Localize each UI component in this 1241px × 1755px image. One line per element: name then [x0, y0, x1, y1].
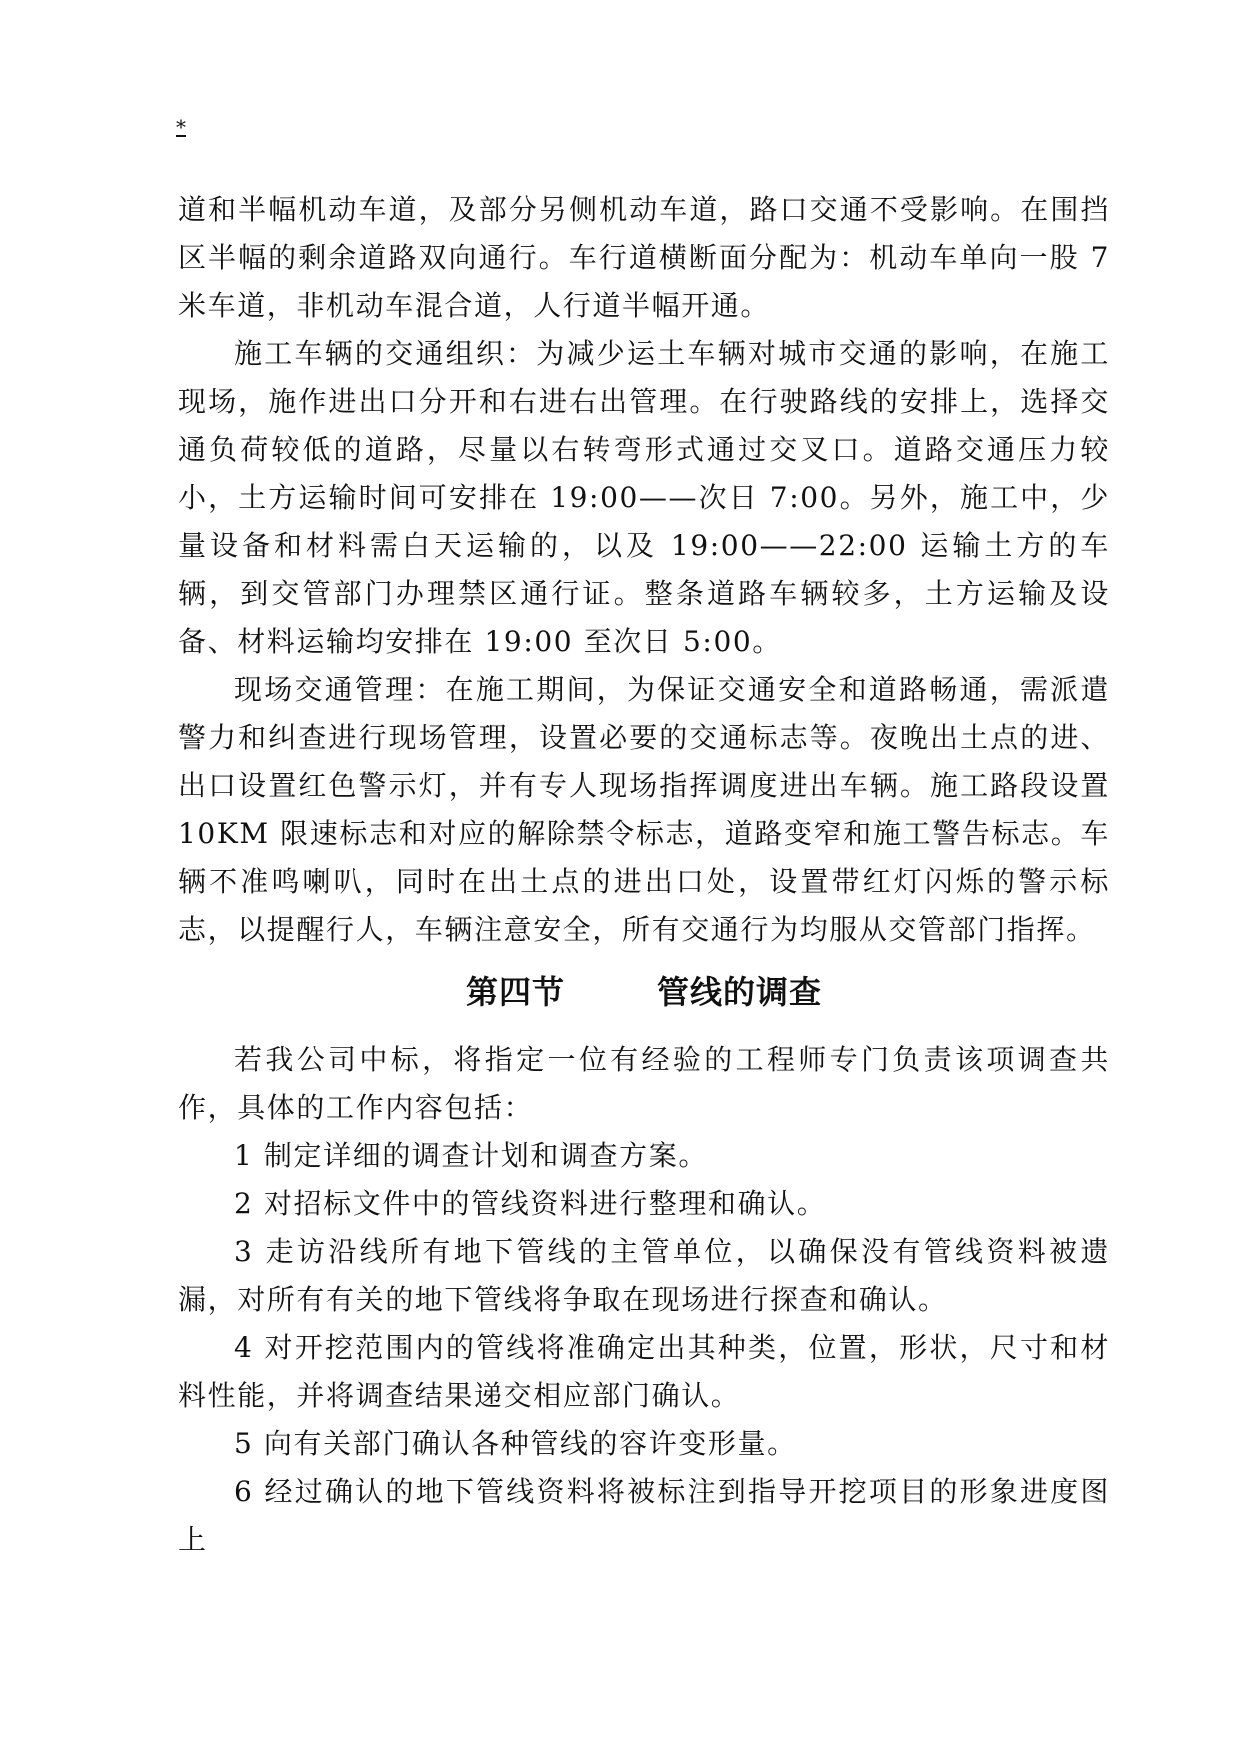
paragraph-site-traffic-management: 现场交通管理：在施工期间，为保证交通安全和道路畅通，需派遣警力和纠查进行现场管理，设置必要的交通标志等。夜晚出土点的进、出口设置红色警示灯，并有专人现场指挥调度进出车辆。施工路段设置 10KM 限速标志和对应的解除禁令标志，道路变窄和施工警告标志。车辆不准鸣喇叭，同时在出土点的进出口处，设置带红灯闪烁的警示标志，以提醒行人，车辆注意安全，所有交通行为均服从交管部门指挥。	[178, 673, 1110, 946]
section-title: 管线的调查	[657, 973, 823, 1011]
paragraph-construction-vehicles: 施工车辆的交通组织：为减少运土车辆对城市交通的影响，在施工现场，施作进出口分开和右进右出管理。在行驶路线的安排上，选择交通负荷较低的道路，尽量以右转弯形式通过交叉口。道路交通压力较小，土方运输时间可安排在 19:00——次日 7:00。另外，施工中，少量设备和材料需白天运输的，以及 19:00——22:00 运输土方的车辆，到交管部门办理禁区通行证。整条道路车辆较多，土方运输及设备、材料运输均安排在 19:00 至次日 5:00。	[178, 337, 1110, 658]
section-number: 第四节	[465, 973, 565, 1011]
page-mark: *	[176, 115, 186, 139]
paragraph-traffic-lanes: 道和半幅机动车道，及部分另侧机动车道，路口交通不受影响。在围挡区半幅的剩余道路双向通行。车行道横断面分配为：机动车单向一股 7 米车道，非机动车混合道，人行道半幅开通。	[178, 193, 1110, 322]
document-body	[178, 186, 1110, 1564]
paragraph-intro: 若我公司中标，将指定一位有经验的工程师专门负责该项调查共作，具体的工作内容包括：	[178, 1043, 1110, 1124]
list-item: 1 制定详细的调查计划和调查方案。	[234, 1139, 708, 1172]
list-item: 4 对开挖范围内的管线将准确定出其种类，位置，形状，尺寸和材料性能，并将调查结果递交相应部门确认。	[178, 1331, 1110, 1412]
list-item: 2 对招标文件中的管线资料进行整理和确认。	[234, 1187, 827, 1220]
list-item: 3 走访沿线所有地下管线的主管单位，以确保没有管线资料被遗漏，对所有有关的地下管线将争取在现场进行探查和确认。	[178, 1235, 1110, 1316]
list-item: 5 向有关部门确认各种管线的容许变形量。	[234, 1427, 797, 1460]
list-item: 6 经过确认的地下管线资料将被标注到指导开挖项目的形象进度图上	[178, 1475, 1110, 1556]
section-heading	[178, 970, 1110, 1014]
